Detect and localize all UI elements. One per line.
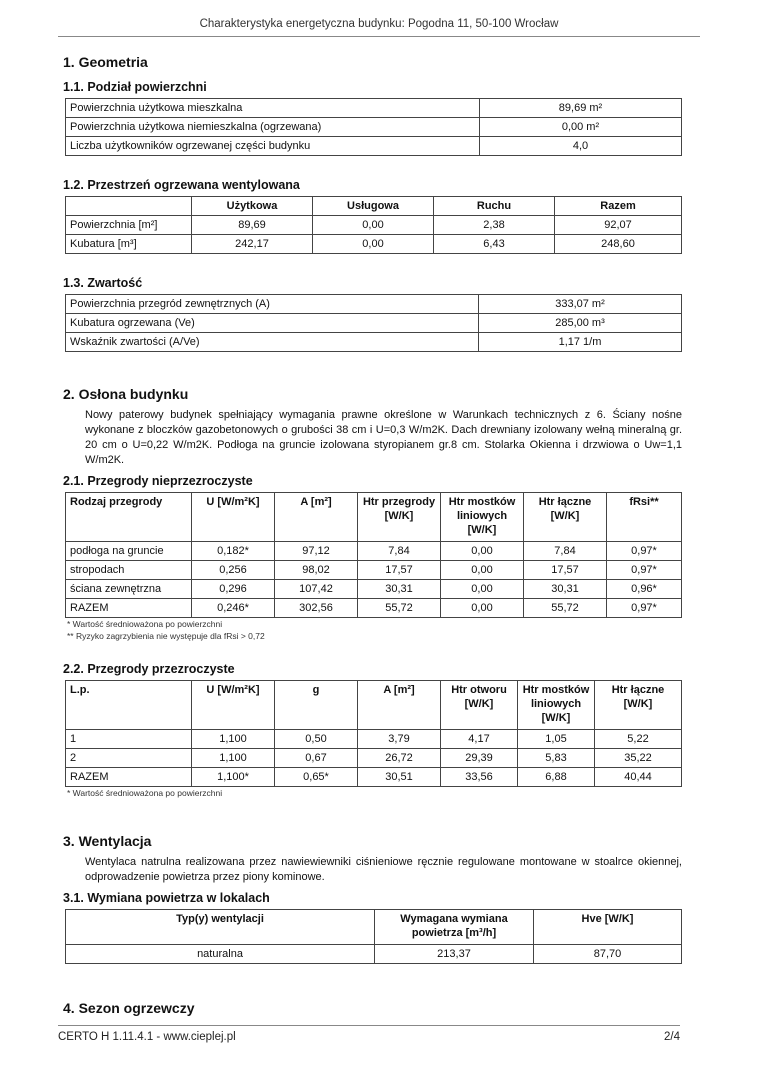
column-header: U [W/m²K] [192,681,275,730]
table-row [66,235,682,254]
cell: 0,00 [313,216,434,235]
cell: 17,57 [524,561,607,580]
cell: naturalna [66,945,375,964]
cell: 97,12 [275,542,358,561]
cell: 213,37 [375,945,534,964]
cell: 0,182* [192,542,275,561]
cell: 1,05 [518,730,595,749]
table-header-row [66,493,682,542]
row-value: 89,69 m² [480,99,682,118]
column-header: A [m²] [358,681,441,730]
cell: 248,60 [555,235,682,254]
column-header: Wymagana wymiana powietrza [m³/h] [375,910,534,945]
table-row [66,99,682,118]
cell: 40,44 [595,768,682,787]
cell: 0,296 [192,580,275,599]
wentylacja-description: Wentylaca natrulna realizowana przez nawiewiewniki ciśnieniowe ręcznie regulowane montowane w stoalrce okiennej, odprowadzenie powietrza przez piony kominowe. [85,856,682,883]
section-przezroczyste-title: 2.2. Przegrody przezroczyste [63,662,235,676]
table-row [66,599,682,618]
przegrody-przezroczyste-table [65,680,682,787]
footnote: * Wartość średnioważona po powierzchni [67,788,223,798]
cell: 0,97* [607,542,682,561]
table-row [66,945,682,964]
cell: 5,22 [595,730,682,749]
cell: RAZEM [66,768,192,787]
table-row [66,118,682,137]
cell: 6,43 [434,235,555,254]
cell: 98,02 [275,561,358,580]
table-row [66,580,682,599]
column-header: fRsi** [607,493,682,542]
cell: 0,00 [313,235,434,254]
cell: 0,50 [275,730,358,749]
section-geometria-title: 1. Geometria [63,54,148,70]
section-wentylacja-title: 3. Wentylacja [63,833,152,849]
cell: 0,65* [275,768,358,787]
section-nieprzezroczyste-title: 2.1. Przegrody nieprzezroczyste [63,474,253,488]
table-row [66,542,682,561]
cell: 30,31 [358,580,441,599]
section-zwartosc-title: 1.3. Zwartość [63,276,143,290]
table-row [66,216,682,235]
cell: 92,07 [555,216,682,235]
row-value: 333,07 m² [479,295,682,314]
cell: 1,100 [192,749,275,768]
column-header: Razem [555,197,682,216]
section-oslona-title: 2. Osłona budynku [63,386,189,402]
column-header: Hve [W/K] [534,910,682,945]
table-row [66,137,682,156]
page-number: 2/4 [664,1031,680,1043]
zwartosc-table [65,294,682,352]
cell: 0,96* [607,580,682,599]
table-row [66,768,682,787]
column-header: A [m²] [275,493,358,542]
document-content [65,54,682,1026]
column-header: Użytkowa [192,197,313,216]
przestrzen-ogrzewana-table [65,196,682,254]
cell: 87,70 [534,945,682,964]
cell: 302,56 [275,599,358,618]
podzial-powierzchni-table [65,98,682,156]
table-row [66,314,682,333]
column-header: Htr mostków liniowych [W/K] [441,493,524,542]
cell: 26,72 [358,749,441,768]
column-header: Htr przegrody [W/K] [358,493,441,542]
row-label: Powierzchnia użytkowa mieszkalna [66,99,480,118]
cell: Powierzchnia [m²] [66,216,192,235]
cell: stropodach [66,561,192,580]
cell: 17,57 [358,561,441,580]
cell: 0,00 [441,580,524,599]
column-header: Usługowa [313,197,434,216]
table-header-row [66,197,682,216]
row-value: 285,00 m³ [479,314,682,333]
section-sezon-title: 4. Sezon ogrzewczy [63,1000,195,1016]
section-podzial-title: 1.1. Podział powierzchni [63,80,207,94]
table-row [66,730,682,749]
cell: 30,51 [358,768,441,787]
cell: 3,79 [358,730,441,749]
footer-software: CERTO H 1.11.4.1 - www.cieplej.pl [58,1031,236,1043]
oslona-description: Nowy paterowy budynek spełniający wymagania prawne określone w Warunkach technicznych z 6. Ściany nośne wykonane z bloczków gazobetonowych o grubości 38 cm i U=0,3 W/m2K. Dach drewniany izolowany wełną mineralną gr. 20 cm o U=0,22 W/m2K. Podłoga na gruncie izolowana styropianem gr.8 cm. Stolarka Okienna i drzwiowa o Uw=1,1 W/m2K. [85,409,682,466]
row-label: Liczba użytkowników ogrzewanej części budynku [66,137,480,156]
row-value: 1,17 1/m [479,333,682,352]
footnote: * Wartość średnioważona po powierzchni [67,619,223,629]
table-header-row [66,910,682,945]
column-header: Rodzaj przegrody [66,493,192,542]
cell: 30,31 [524,580,607,599]
cell: 33,56 [441,768,518,787]
cell: 1,100 [192,730,275,749]
cell: 55,72 [358,599,441,618]
cell: 7,84 [524,542,607,561]
column-header: Htr łączne [W/K] [524,493,607,542]
cell: 55,72 [524,599,607,618]
section-wymiana-title: 3.1. Wymiana powietrza w lokalach [63,891,270,905]
section-przestrzen-title: 1.2. Przestrzeń ogrzewana wentylowana [63,178,300,192]
cell: 0,256 [192,561,275,580]
table-header-row [66,681,682,730]
cell: Kubatura [m³] [66,235,192,254]
cell: 2 [66,749,192,768]
cell: 0,00 [441,599,524,618]
row-label: Powierzchnia przegród zewnętrznych (A) [66,295,479,314]
column-header: Htr łączne [W/K] [595,681,682,730]
cell: 29,39 [441,749,518,768]
row-value: 4,0 [480,137,682,156]
column-header: Htr otworu [W/K] [441,681,518,730]
cell: 7,84 [358,542,441,561]
row-label: Kubatura ogrzewana (Ve) [66,314,479,333]
cell: RAZEM [66,599,192,618]
column-header: Htr mostków liniowych [W/K] [518,681,595,730]
column-header: U [W/m²K] [192,493,275,542]
wymiana-powietrza-table [65,909,682,964]
cell: 2,38 [434,216,555,235]
page-footer [58,1025,680,1043]
cell: 5,83 [518,749,595,768]
table-row [66,333,682,352]
cell: ściana zewnętrzna [66,580,192,599]
cell: 107,42 [275,580,358,599]
column-header: Typ(y) wentylacji [66,910,375,945]
table-row [66,561,682,580]
cell: 0,00 [441,542,524,561]
cell: 1,100* [192,768,275,787]
table-row [66,295,682,314]
page-header: Charakterystyka energetyczna budynku: Pogodna 11, 50-100 Wrocław [58,18,700,37]
cell: 0,246* [192,599,275,618]
row-label: Wskaźnik zwartości (A/Ve) [66,333,479,352]
cell: 0,67 [275,749,358,768]
cell: 0,00 [441,561,524,580]
column-header: Ruchu [434,197,555,216]
cell: 1 [66,730,192,749]
table-row [66,749,682,768]
row-label: Powierzchnia użytkowa niemieszkalna (ogrzewana) [66,118,480,137]
row-value: 0,00 m² [480,118,682,137]
cell: 0,97* [607,599,682,618]
cell: 0,97* [607,561,682,580]
cell: 242,17 [192,235,313,254]
cell: 35,22 [595,749,682,768]
cell: 4,17 [441,730,518,749]
cell: 89,69 [192,216,313,235]
cell: podłoga na gruncie [66,542,192,561]
column-header: L.p. [66,681,192,730]
footnote: ** Ryzyko zagrzybienia nie występuje dla fRsi > 0,72 [67,631,265,641]
column-header: g [275,681,358,730]
przegrody-nieprzezroczyste-table [65,492,682,618]
column-header [66,197,192,216]
cell: 6,88 [518,768,595,787]
